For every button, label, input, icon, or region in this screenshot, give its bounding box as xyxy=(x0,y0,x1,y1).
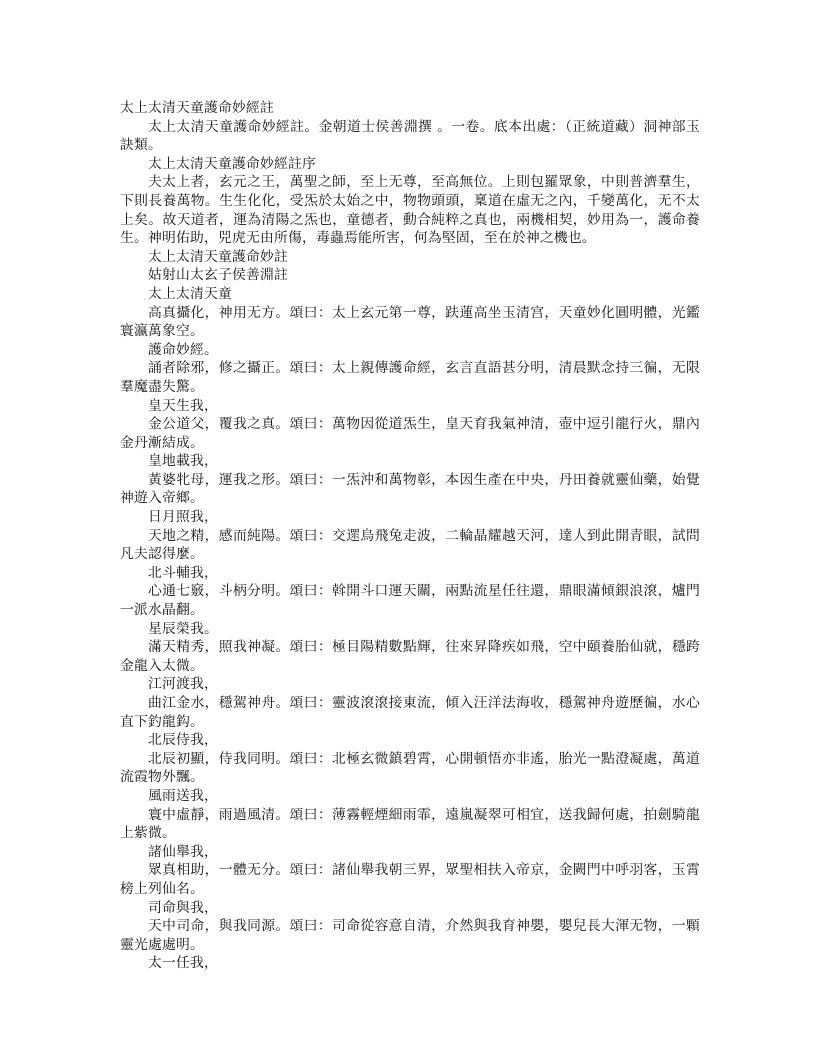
paragraph: 夫太上者，玄元之王，萬聖之師，至上无尊，至高無位。上則包羅眾象，中則普濟羣生，下則長養萬物。生生化化，受炁於太始之中，物物頭頭，稟道在虛无之內，千變萬化，无不太上矣。故天道者，運為清陽之炁也，童德者，動合純粹之真也，兩機相契，妙用為一，護命養生。神明佑助，兕虎无由所傷，毒蟲焉能所害，何為堅固，至在於神之機也。 xyxy=(120,174,700,247)
paragraph: 北辰初顯，侍我同明。頌曰：北極玄微鎮碧霄，心開頓悟亦非遙，胎光一點澄凝處，萬道流霞物外飄。 xyxy=(120,750,700,786)
paragraph: 太上太清天童護命妙經註。金朝道士侯善淵撰 。一卷。底本出處：（正統道藏）洞神部玉訣類。 xyxy=(120,118,700,154)
paragraph: 北辰侍我， xyxy=(148,732,218,749)
paragraph: 太一任我， xyxy=(148,955,218,972)
paragraph: 皇地載我， xyxy=(148,453,218,470)
paragraph: 曲江金水，穩駕神舟。頌曰：靈波滾滾接東流，傾入汪洋法海收，穩駕神舟遊歷徧，水心直下釣龍鈎。 xyxy=(120,695,700,730)
paragraph: 高真攝化，神用无方。頌曰：太上玄元第一尊，趺蓮高坐玉清宫，天童妙化圓明體，光鑑寰瀛萬象空。 xyxy=(120,304,700,340)
paragraph: 滿天精秀，照我神凝。頌曰：極目陽精數點輝，往來昇降疾如飛，空中頤養胎仙就，穩跨金龍入太微。 xyxy=(120,639,700,674)
paragraph: 心通七竅，斗柄分明。頌曰：斡開斗口運天關，兩點流星任往還，鼎眼滿傾銀浪滾，爐門一派水晶翻。 xyxy=(120,583,700,619)
paragraph: 天中司命，與我同源。頌曰：司命從容意自清，介然與我育神嬰，嬰兒長大渾无物，一顆靈光處處明。 xyxy=(120,918,700,953)
paragraph: 司命與我， xyxy=(148,899,218,916)
paragraph: 姑射山太玄子侯善淵註 xyxy=(148,267,288,284)
paragraph: 皇天生我， xyxy=(148,397,218,414)
document-body xyxy=(120,118,700,973)
paragraph: 黃婆牝母，運我之形。頌曰：一炁沖和萬物彰，本因生產在中央，丹田養就靈仙藥，始覺神遊入帝鄉。 xyxy=(120,471,700,507)
paragraph: 諸仙舉我， xyxy=(148,843,218,860)
document-title: 太上太清天童護命妙經註 xyxy=(120,100,274,116)
paragraph: 誦者除邪，修之攝正。頌曰：太上親傳護命經，玄言直語甚分明，清晨默念持三徧，无限羣魔盡失驚。 xyxy=(120,360,700,395)
paragraph: 金公道父，覆我之真。頌曰：萬物因從道炁生，皇天育我氣神清，壺中逗引龍行火，鼎內金丹漸結成。 xyxy=(120,416,700,451)
paragraph: 北斗輔我， xyxy=(148,564,218,581)
paragraph: 天地之精，感而純陽。頌曰：交遝烏飛兔走波，二輪晶耀越天河，達人到此開青眼，試問凡夫認得麼。 xyxy=(120,527,700,563)
paragraph: 太上太清天童 xyxy=(148,285,232,302)
paragraph: 風雨送我， xyxy=(148,787,218,804)
paragraph: 日月照我， xyxy=(148,509,218,526)
paragraph: 寰中虛靜，雨過風清。頌曰：薄霧輕煙細雨霏，遠嵐凝翠可相宜，送我歸何處，拍劍騎龍上紫微。 xyxy=(120,806,700,842)
paragraph: 星辰榮我。 xyxy=(148,620,218,637)
paragraph: 眾真相助，一體无分。頌曰：諸仙舉我朝三界，眾聖相扶入帝京，金闕門中呼羽客，玉霄榜上列仙名。 xyxy=(120,862,700,897)
paragraph: 護命妙經。 xyxy=(148,341,218,358)
paragraph: 太上太清天童護命妙註 xyxy=(148,248,288,265)
paragraph: 江河渡我， xyxy=(148,676,218,693)
document-page xyxy=(120,99,700,973)
paragraph: 太上太清天童護命妙經註序 xyxy=(148,155,316,172)
